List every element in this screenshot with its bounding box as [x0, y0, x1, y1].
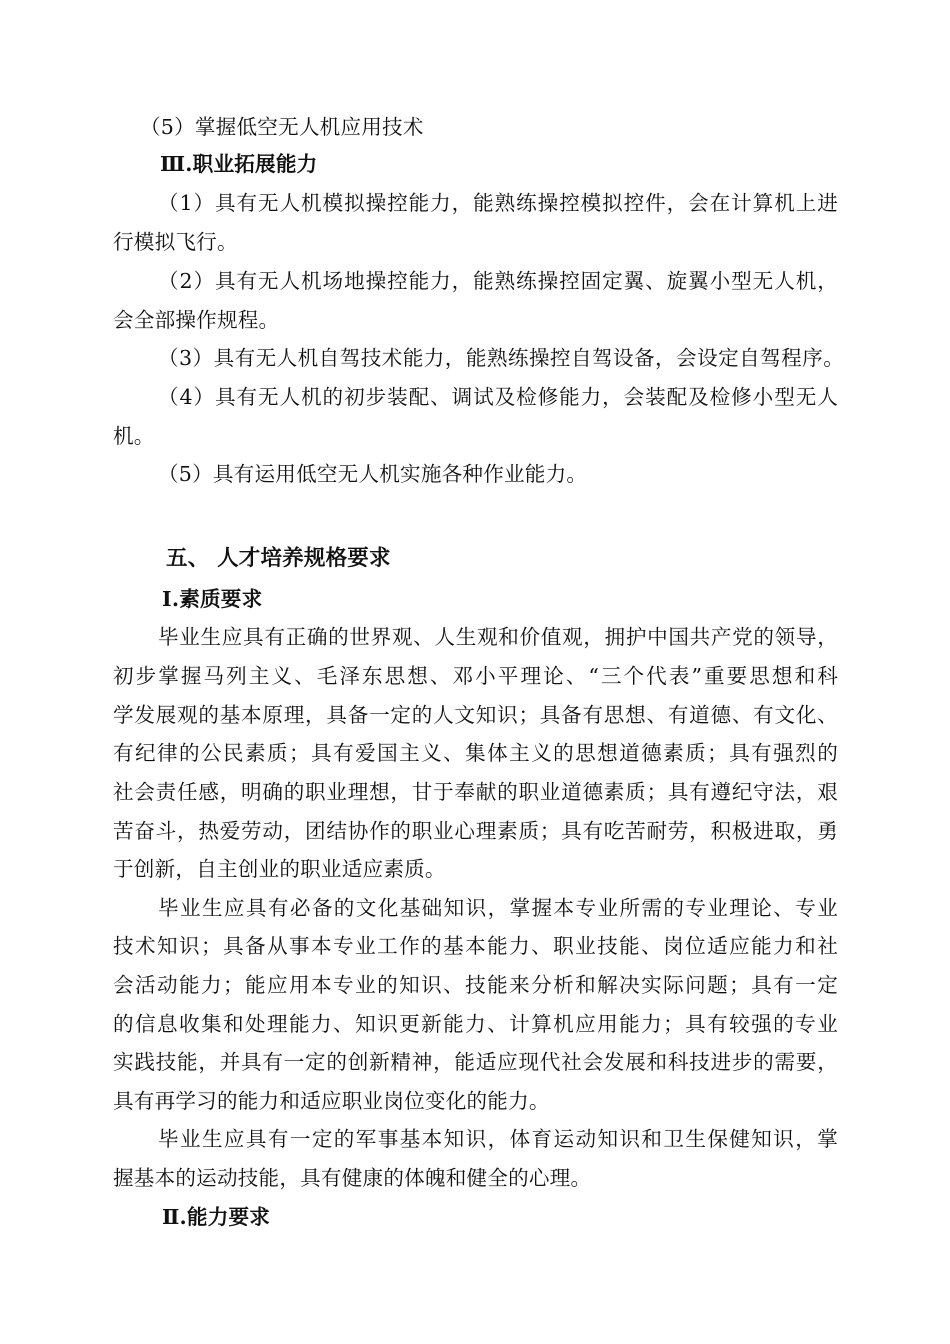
paragraph-line: 会活动能力；能应用本专业的知识、技能来分析和解决实际问题；具有一定 — [113, 973, 838, 997]
section-heading: 五、 人才培养规格要求 — [166, 546, 391, 571]
list-item-continuation: 行模拟飞行。 — [113, 230, 238, 254]
list-item: （4）具有无人机的初步装配、调试及检修能力，会装配及检修小型无人 — [158, 385, 838, 409]
subheading-quality: Ⅰ.素质要求 — [162, 587, 263, 611]
paragraph-line: 学发展观的基本原理，具备一定的人文知识；具备有思想、有道德、有文化、 — [113, 703, 838, 727]
list-item-continuation: 机。 — [113, 424, 155, 448]
paragraph-line: 具有再学习的能力和适应职业岗位变化的能力。 — [113, 1089, 550, 1113]
paragraph-line: 于创新，自主创业的职业适应素质。 — [113, 857, 446, 881]
paragraph-line: 握基本的运动技能，具有健康的体魄和健全的心理。 — [113, 1166, 592, 1190]
subheading-ability: Ⅱ.能力要求 — [162, 1205, 271, 1229]
list-item: （2）具有无人机场地操控能力，能熟练操控固定翼、旋翼小型无人机， — [158, 269, 838, 293]
paragraph-line: 的信息收集和处理能力、知识更新能力、计算机应用能力；具有较强的专业 — [113, 1012, 838, 1036]
paragraph-line: 毕业生应具有一定的军事基本知识，体育运动知识和卫生保健知识，掌 — [158, 1127, 838, 1151]
list-item: （3）具有无人机自驾技术能力，能熟练操控自驾设备，会设定自驾程序。 — [158, 346, 844, 370]
list-item: （5）具有运用低空无人机实施各种作业能力。 — [158, 462, 588, 486]
list-item: （1）具有无人机模拟操控能力，能熟练操控模拟控件，会在计算机上进 — [158, 191, 838, 215]
paragraph-line: 实践技能，并具有一定的创新精神，能适应现代社会发展和科技进步的需要， — [113, 1050, 838, 1074]
paragraph-line: 毕业生应具有必备的文化基础知识，掌握本专业所需的专业理论、专业 — [158, 896, 838, 920]
paragraph-line: 有纪律的公民素质；具有爱国主义、集体主义的思想道德素质；具有强烈的 — [113, 741, 838, 765]
paragraph-line: 毕业生应具有正确的世界观、人生观和价值观，拥护中国共产党的领导， — [158, 625, 838, 649]
subheading-career-extension: Ⅲ.职业拓展能力 — [160, 152, 318, 176]
paragraph-line: 社会责任感，明确的职业理想，甘于奉献的职业道德素质；具有遵纪守法，艰 — [113, 780, 838, 804]
paragraph-line: 苦奋斗，热爱劳动，团结协作的职业心理素质；具有吃苦耐劳，积极进取，勇 — [113, 819, 838, 843]
paragraph-line: 初步掌握马列主义、毛泽东思想、邓小平理论、“三个代表”重要思想和科 — [113, 664, 838, 688]
paragraph-line: 技术知识；具备从事本专业工作的基本能力、职业技能、岗位适应能力和社 — [113, 934, 838, 958]
list-item-continuation: 会全部操作规程。 — [113, 308, 280, 332]
list-item: （5）掌握低空无人机应用技术 — [140, 115, 424, 139]
